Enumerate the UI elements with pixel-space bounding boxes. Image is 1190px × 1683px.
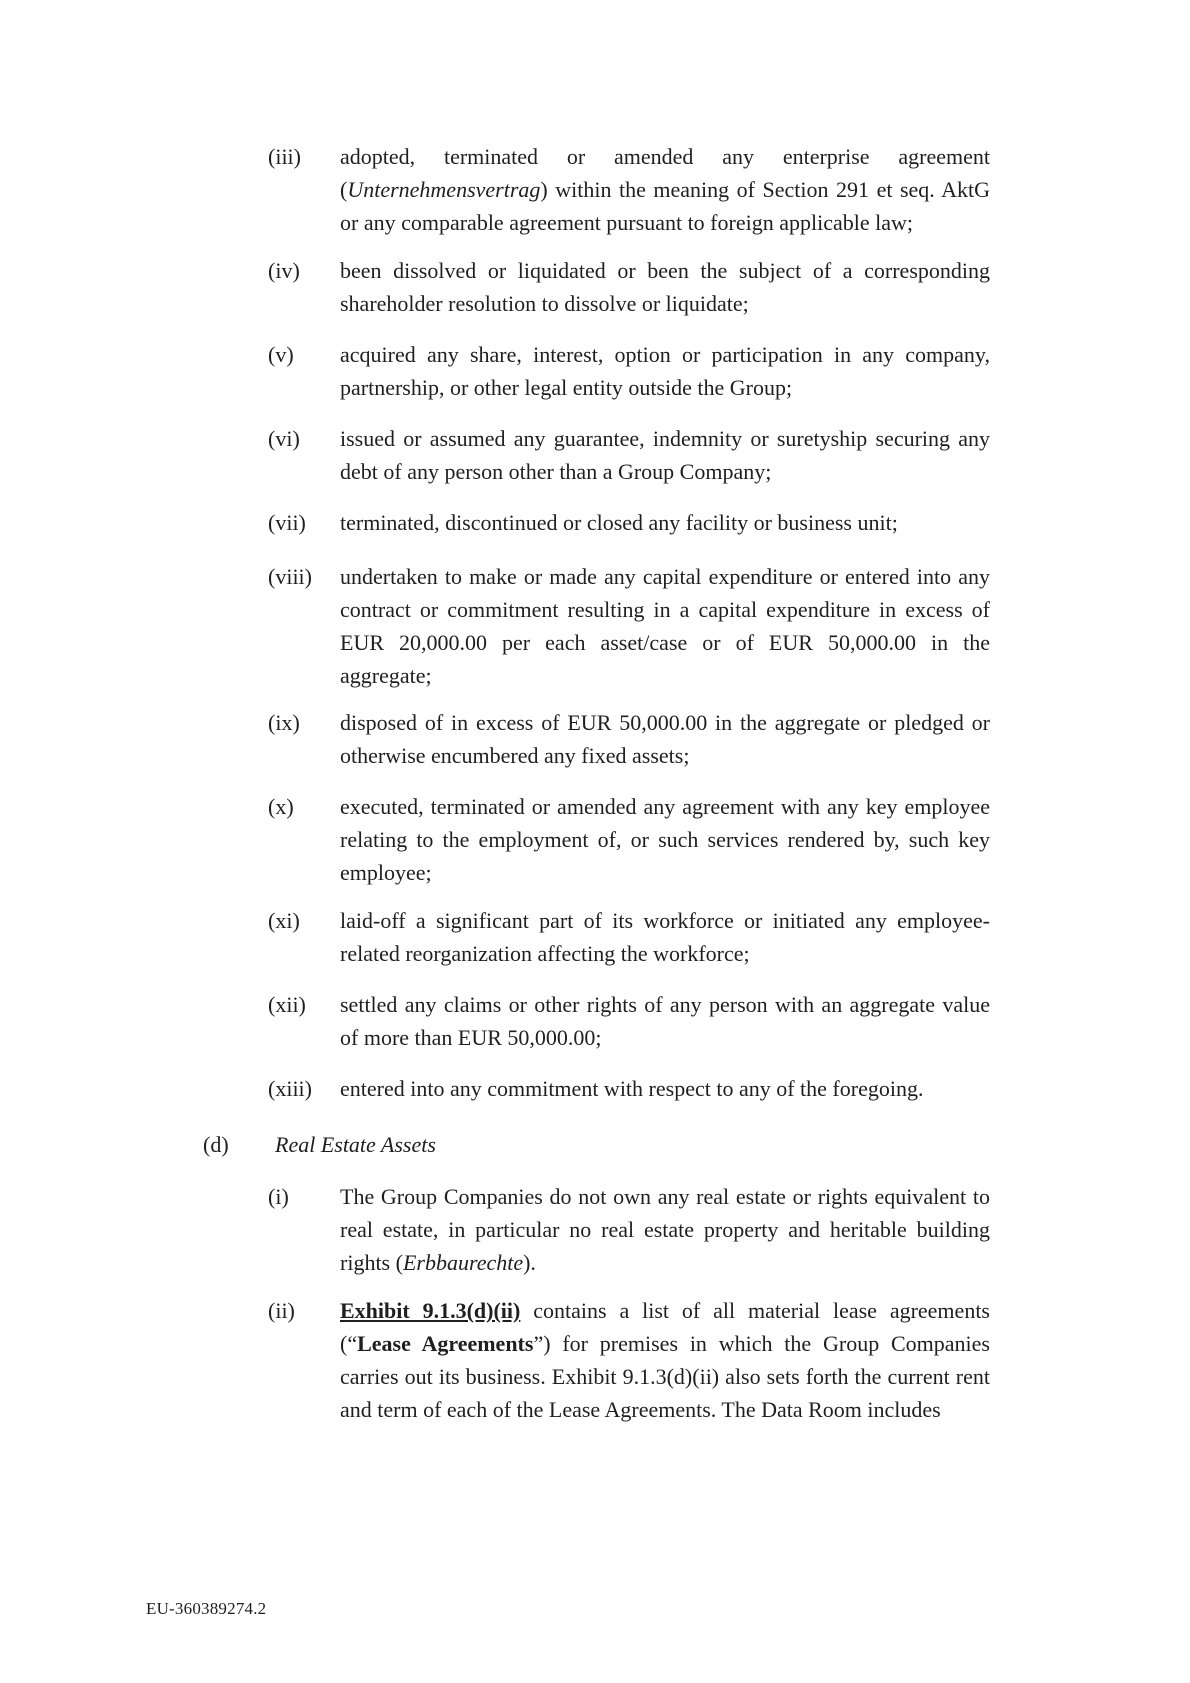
clause-text: entered into any commitment with respect to any of the foregoing. <box>340 1076 924 1101</box>
clause-number: (vii) <box>268 510 306 535</box>
document-id-footer: EU-360389274.2 <box>146 1599 267 1618</box>
clause-text: acquired any share, interest, option or participation in any company, partnership, or other legal entity outside the Group; <box>340 342 990 400</box>
clause-text-part: ”) for premises in which the Group Companies carries out its business. Exhibit 9.1.3(d)(ii) also sets forth the current rent and term of each of the Lease Agreements. The Data Room includes <box>340 1331 990 1422</box>
clause-number: (v) <box>268 342 294 367</box>
clause-text-part: ) within the meaning of Section 291 et seq. AktG or any comparable agreement pursuant to foreign applicable law; <box>340 177 990 235</box>
clause-number: (viii) <box>268 564 312 589</box>
clause-number: (x) <box>268 794 294 819</box>
clause-text <box>340 1294 990 1426</box>
clause-text: terminated, discontinued or closed any facility or business unit; <box>340 510 898 535</box>
section-title: Real Estate Assets <box>275 1132 436 1157</box>
german-term: Erbbaurechte <box>402 1250 524 1275</box>
clause-text: settled any claims or other rights of any person with an aggregate value of more than EUR 50,000.00; <box>340 992 990 1050</box>
clause-number: (xiii) <box>268 1076 312 1101</box>
clause-text: undertaken to make or made any capital expenditure or entered into any contract or commitment resulting in a capital expenditure in excess of EUR 20,000.00 per each asset/case or of EUR 50,000.00 in the aggregate; <box>340 564 990 688</box>
clause-text: laid-off a significant part of its workforce or initiated any employee-related reorganization affecting the workforce; <box>340 908 990 966</box>
clause-text-part: ). <box>523 1250 536 1275</box>
clause-text <box>340 1180 990 1279</box>
clause-number: (iv) <box>268 258 300 283</box>
clause-text-part: The Group Companies do not own any real estate or rights equivalent to real estate, in particular no real estate property and heritable building rights ( <box>340 1184 990 1275</box>
clause-text-part: contains a list of all material lease agreements (“ <box>340 1298 990 1356</box>
clause-text: issued or assumed any guarantee, indemnity or suretyship securing any debt of any person other than a Group Company; <box>340 426 990 484</box>
clause-text <box>340 140 990 239</box>
clause-number: (ix) <box>268 710 300 735</box>
german-term: Unternehmensvertrag <box>347 177 541 202</box>
clause-number: (ii) <box>268 1298 295 1323</box>
clause-number: (vi) <box>268 426 300 451</box>
section-number: (d) <box>203 1132 229 1157</box>
clause-text: disposed of in excess of EUR 50,000.00 in the aggregate or pledged or otherwise encumbered any fixed assets; <box>340 710 990 768</box>
exhibit-reference: Exhibit 9.1.3(d)(ii) <box>340 1298 521 1323</box>
clause-number: (xi) <box>268 908 300 933</box>
clause-text: been dissolved or liquidated or been the subject of a corresponding shareholder resolution to dissolve or liquidate; <box>340 258 990 316</box>
clause-number: (xii) <box>268 992 306 1017</box>
clause-number: (iii) <box>268 144 301 169</box>
clause-text-part: adopted, terminated or amended any enterprise agreement ( <box>340 144 990 202</box>
clause-number: (i) <box>268 1184 289 1209</box>
clause-text: executed, terminated or amended any agreement with any key employee relating to the employment of, or such services rendered by, such key employee; <box>340 794 990 885</box>
defined-term: Lease Agreements <box>357 1331 534 1356</box>
